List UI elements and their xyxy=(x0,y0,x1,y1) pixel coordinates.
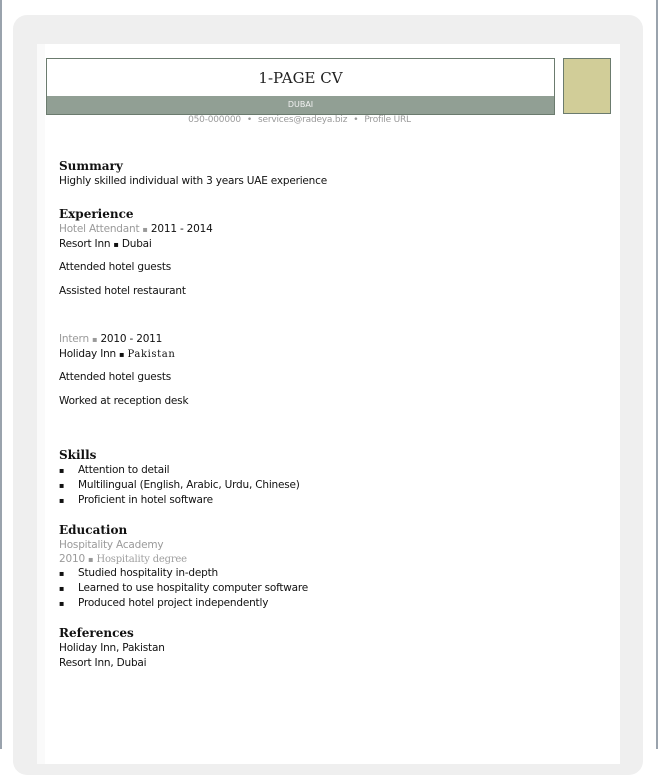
summary-section xyxy=(59,158,327,189)
education-item xyxy=(59,566,308,581)
job-duty: Worked at reception desk xyxy=(59,395,189,407)
separator: ▪ xyxy=(142,225,148,234)
skills-heading: Skills xyxy=(59,448,97,462)
job-dates: 2010 - 2011 xyxy=(100,333,163,345)
cv-title: 1-PAGE CV xyxy=(258,69,343,87)
profile-url-link[interactable]: Profile URL xyxy=(364,115,411,125)
education-item xyxy=(59,596,308,611)
separator: ▪ xyxy=(113,240,119,249)
job-title: Hotel Attendant xyxy=(59,223,140,235)
job-location: Dubai xyxy=(121,238,152,250)
skill-item xyxy=(59,463,300,478)
page-margin-shade xyxy=(37,44,45,764)
employer-line xyxy=(59,237,213,252)
bullet-icon: ▪ xyxy=(59,481,65,490)
job-title-line xyxy=(59,332,213,347)
job-title: Intern xyxy=(59,333,89,345)
experience-section xyxy=(59,206,213,409)
phone-number: 050-000000 xyxy=(188,115,241,125)
degree-line xyxy=(59,553,308,566)
degree-name: Hospitality degree xyxy=(96,554,187,565)
separator: ▪ xyxy=(92,335,98,344)
skill-item xyxy=(59,478,300,493)
summary-text: Highly skilled individual with 3 years UAE experience xyxy=(59,175,327,187)
job-location: Pakistan xyxy=(127,349,176,360)
references-section xyxy=(59,625,165,671)
separator: • xyxy=(246,115,253,125)
employer: Holiday Inn xyxy=(59,348,117,360)
school-name: Hospitality Academy xyxy=(59,539,164,551)
employer: Resort Inn xyxy=(59,238,111,250)
skill-text: Multilingual (English, Arabic, Urdu, Chinese) xyxy=(78,479,300,491)
photo-placeholder xyxy=(563,58,611,114)
location-band: DUBAI xyxy=(47,96,554,114)
bullet-icon: ▪ xyxy=(59,496,65,505)
bullet-icon: ▪ xyxy=(59,599,65,608)
bullet-icon: ▪ xyxy=(59,584,65,593)
job-duty: Assisted hotel restaurant xyxy=(59,285,186,297)
education-item xyxy=(59,581,308,596)
bullet-icon: ▪ xyxy=(59,466,65,475)
reference-item: Resort Inn, Dubai xyxy=(59,657,147,669)
skill-text: Proficient in hotel software xyxy=(78,494,213,506)
separator: ▪ xyxy=(88,555,94,564)
education-heading: Education xyxy=(59,523,128,537)
education-section xyxy=(59,522,308,611)
skill-text: Attention to detail xyxy=(78,464,170,476)
skill-item xyxy=(59,493,300,508)
education-text: Produced hotel project independently xyxy=(78,597,269,609)
summary-heading: Summary xyxy=(59,159,123,173)
skills-section xyxy=(59,447,300,508)
window-edge-left xyxy=(0,0,2,749)
references-heading: References xyxy=(59,626,134,640)
experience-heading: Experience xyxy=(59,207,134,221)
contact-line xyxy=(46,115,553,125)
separator: ▪ xyxy=(119,350,125,359)
education-text: Learned to use hospitality computer software xyxy=(78,582,309,594)
separator: • xyxy=(353,115,359,125)
bullet-icon: ▪ xyxy=(59,569,65,578)
job-duty: Attended hotel guests xyxy=(59,261,172,273)
cv-header xyxy=(46,58,555,115)
reference-item: Holiday Inn, Pakistan xyxy=(59,642,165,654)
employer-line xyxy=(59,347,213,362)
education-text: Studied hospitality in-depth xyxy=(78,567,218,579)
job-duty: Attended hotel guests xyxy=(59,371,172,383)
job-dates: 2011 - 2014 xyxy=(150,223,213,235)
graduation-year: 2010 xyxy=(59,553,85,565)
email-link[interactable]: services@radeya.biz xyxy=(258,115,348,125)
job-title-line xyxy=(59,222,213,237)
